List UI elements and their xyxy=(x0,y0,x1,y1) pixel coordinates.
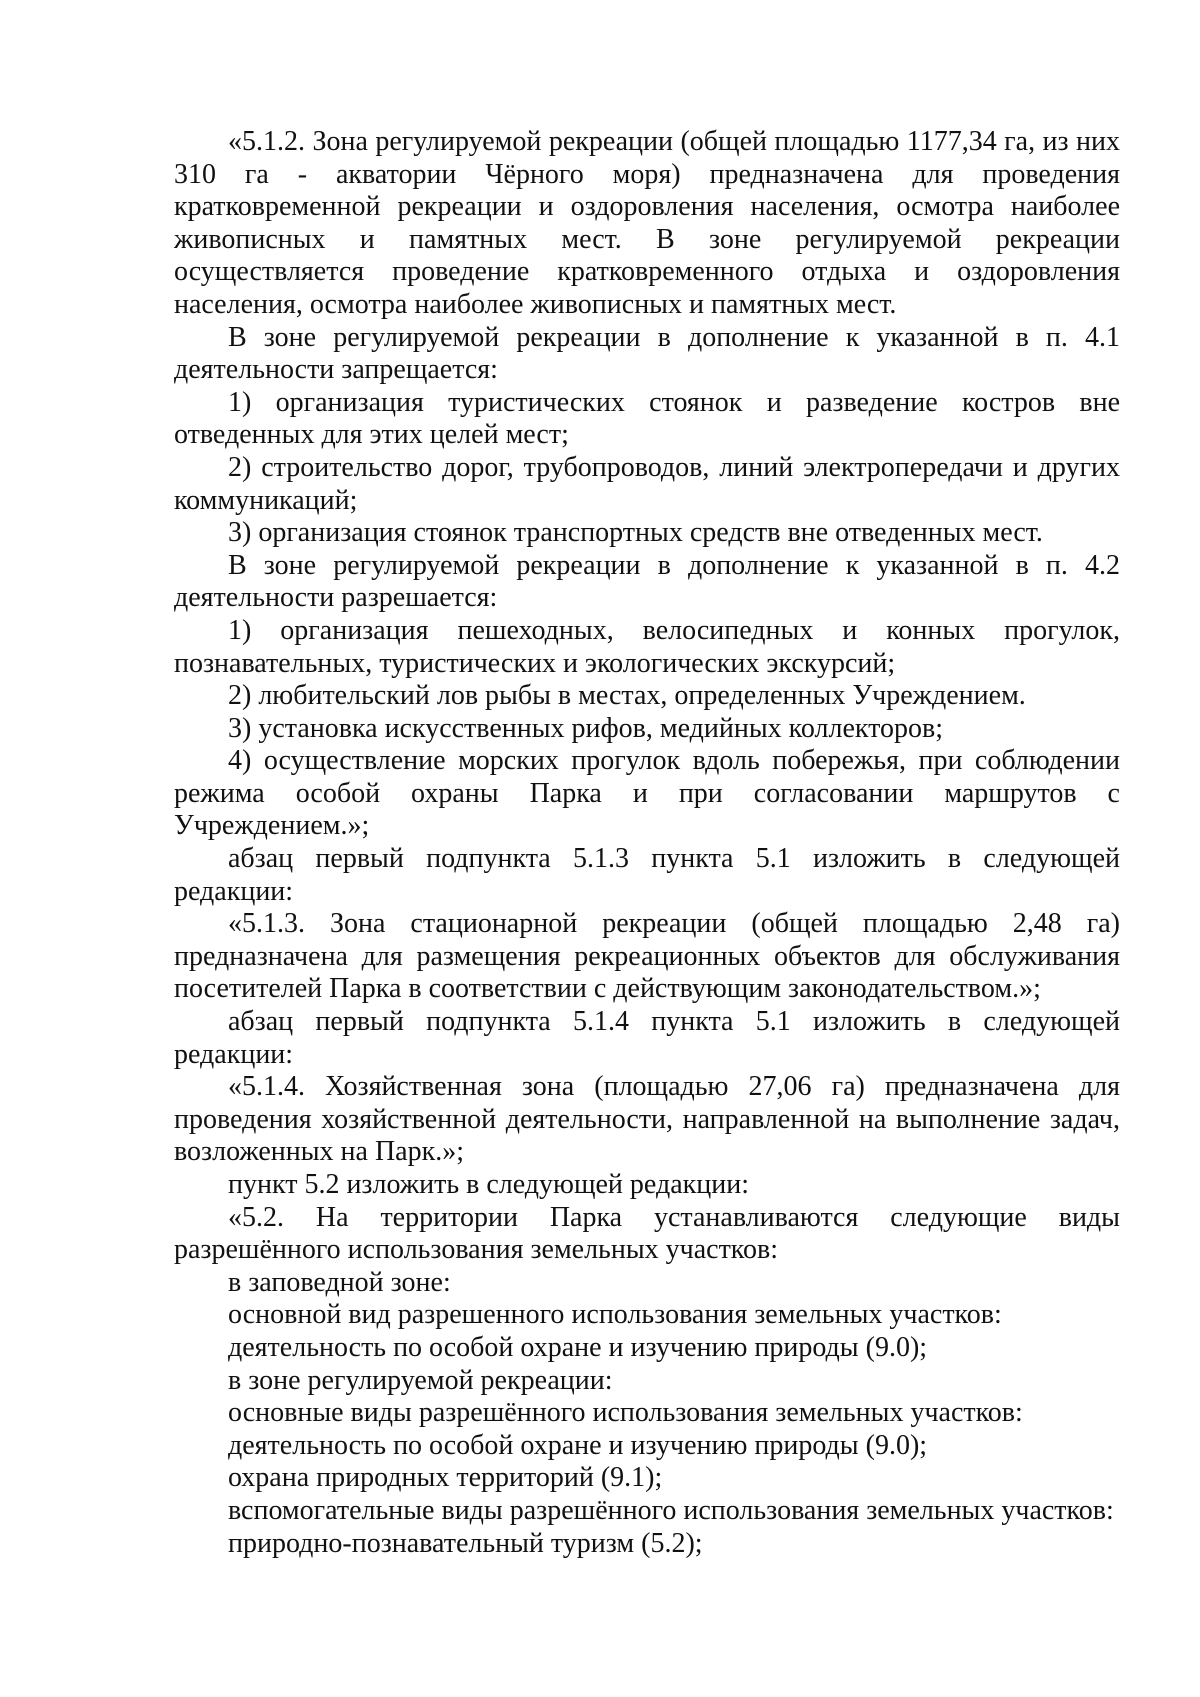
paragraph-amend-5-1-4: абзац первый подпункта 5.1.4 пункта 5.1 изложить в следующей редакции: xyxy=(174,1006,1120,1070)
paragraph-auxiliary-use-types: вспомогательные виды разрешённого использования земельных участков: xyxy=(228,1494,1114,1526)
paragraph-main-use-type: основной вид разрешенного использования земельных участков: xyxy=(228,1299,1002,1331)
paragraph-prohibited-intro: В зоне регулируемой рекреации в дополнение к указанной в п. 4.1 деятельности запрещается: xyxy=(174,321,1120,386)
paragraph-prohibited-item-2: 2) строительство дорог, трубопроводов, линий электропередачи и других коммуникаций; xyxy=(174,451,1120,516)
paragraph-nature-protection-activity: деятельность по особой охране и изучению природы (9.0); xyxy=(228,1331,928,1363)
paragraph-zone-regulated-recreation: «5.1.2. Зона регулируемой рекреации (общей площадью 1177,34 га, из них 310 га - акватории Чёрного моря) предназначена для проведения кратковременной рекреации и оздоровления населения, осмотра наиболее живописных и памятных мест. В зоне регулируемой рекреации осуществляется проведение кратковременного отдыха и оздоровления населения, осмотра наиболее живописных и памятных мест. xyxy=(174,126,1120,320)
paragraph-permitted-item-4: 4) осуществление морских прогулок вдоль побережья, при соблюдении режима особой охраны Парка и при согласовании маршрутов с Учреждением.»; xyxy=(174,745,1120,842)
paragraph-zone-stationary-recreation: «5.1.3. Зона стационарной рекреации (общей площадью 2,48 га) предназначена для размещения рекреационных объектов для обслуживания посетителей Парка в соответствии с действующим законодательством.»; xyxy=(174,908,1120,1005)
paragraph-nature-protection-activity-2: деятельность по особой охране и изучению природы (9.0); xyxy=(228,1429,928,1461)
paragraph-zone-economic: «5.1.4. Хозяйственная зона (площадью 27,06 га) предназначена для проведения хозяйственной деятельности, направленной на выполнение задач, возложенных на Парк.»; xyxy=(174,1071,1120,1168)
document-body xyxy=(174,126,1120,1560)
paragraph-permitted-item-3: 3) установка искусственных рифов, медийных коллекторов; xyxy=(228,712,943,744)
paragraph-natural-territory-protection: охрана природных территорий (9.1); xyxy=(228,1462,663,1494)
paragraph-main-use-types: основные виды разрешённого использования земельных участков: xyxy=(228,1397,1023,1429)
paragraph-land-use-types: «5.2. На территории Парка устанавливаются следующие виды разрешённого использования земельных участков: xyxy=(174,1201,1120,1266)
paragraph-regulated-zone: в зоне регулируемой рекреации: xyxy=(228,1364,613,1396)
paragraph-reserved-zone: в заповедной зоне: xyxy=(228,1266,451,1298)
paragraph-nature-tourism: природно-познавательный туризм (5.2); xyxy=(228,1527,703,1559)
paragraph-permitted-item-1: 1) организация пешеходных, велосипедных и конных прогулок, познавательных, туристических и экологических экскурсий; xyxy=(174,614,1120,679)
paragraph-prohibited-item-1: 1) организация туристических стоянок и разведение костров вне отведенных для этих целей мест; xyxy=(174,386,1120,451)
paragraph-permitted-item-2: 2) любительский лов рыбы в местах, определенных Учреждением. xyxy=(228,680,1026,712)
paragraph-prohibited-item-3: 3) организация стоянок транспортных средств вне отведенных мест. xyxy=(228,517,1043,549)
paragraph-permitted-intro: В зоне регулируемой рекреации в дополнение к указанной в п. 4.2 деятельности разрешается: xyxy=(174,549,1120,614)
paragraph-amend-5-2: пункт 5.2 изложить в следующей редакции: xyxy=(228,1169,749,1200)
paragraph-amend-5-1-3: абзац первый подпункта 5.1.3 пункта 5.1 изложить в следующей редакции: xyxy=(174,843,1120,907)
